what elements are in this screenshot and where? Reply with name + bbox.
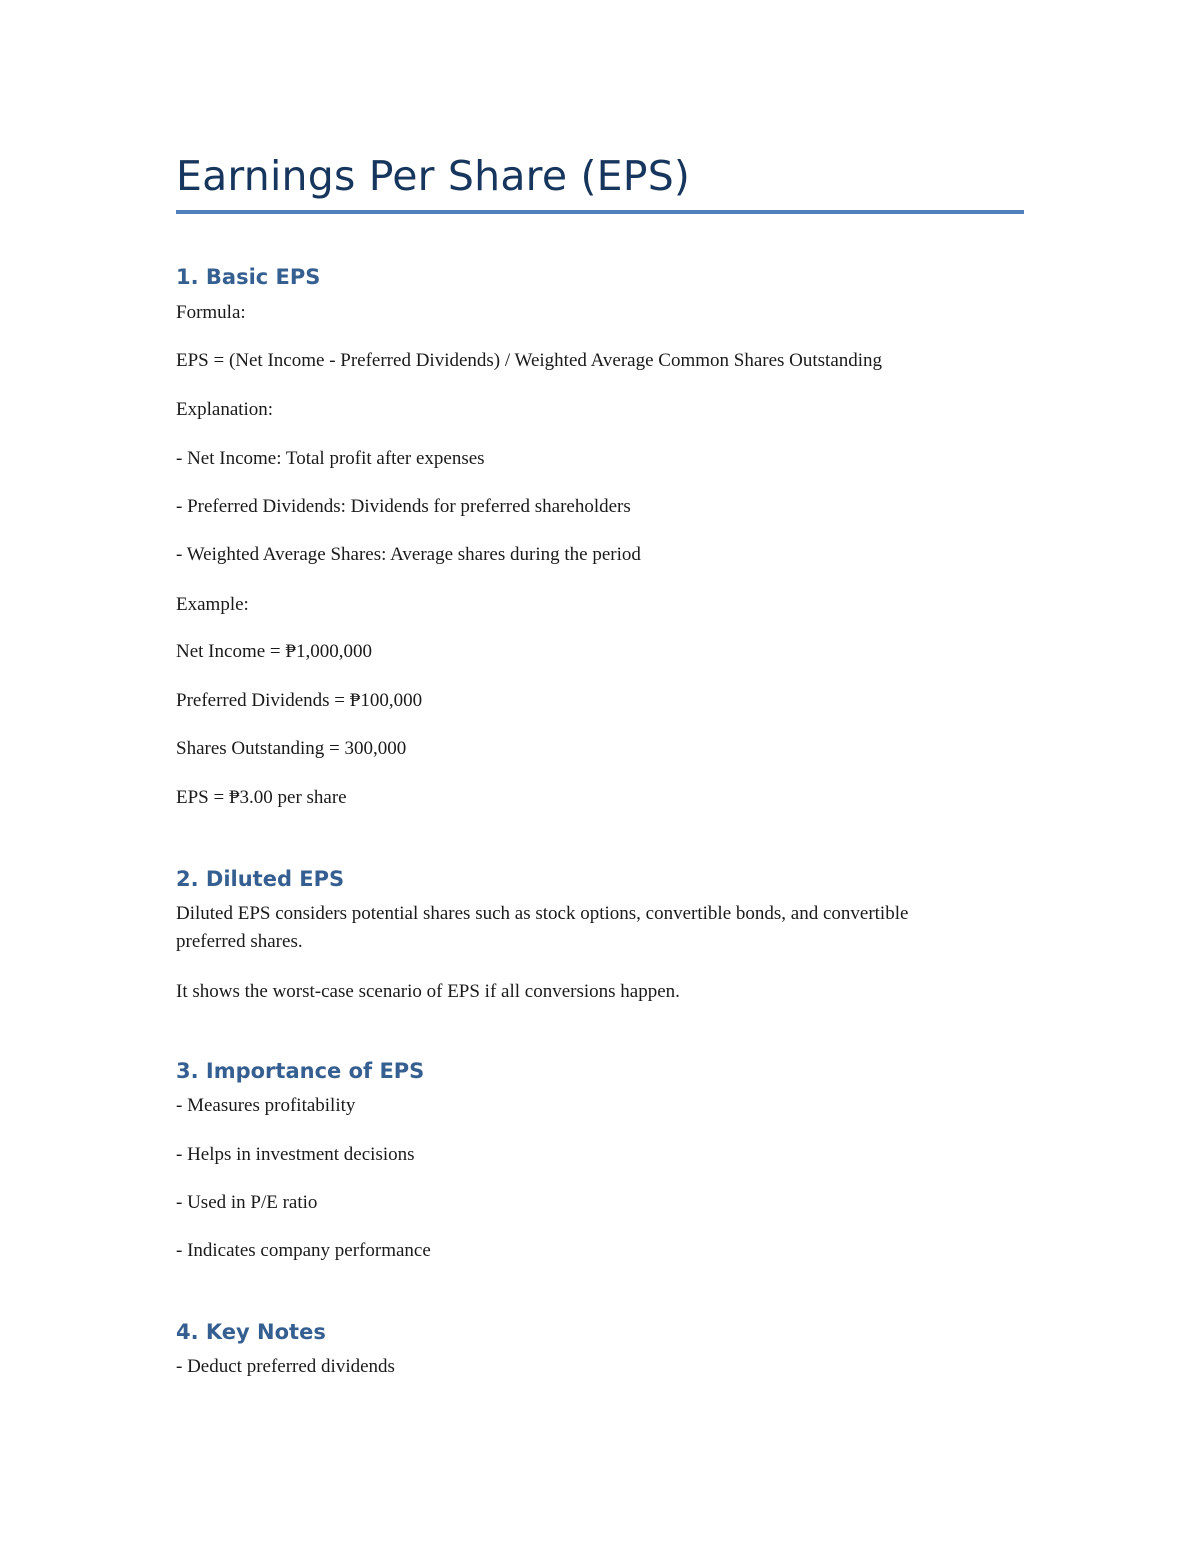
explanation-item: - Weighted Average Shares: Average shares during the period	[176, 544, 641, 565]
diluted-paragraph: It shows the worst-case scenario of EPS if all conversions happen.	[176, 981, 680, 1002]
formula-text: EPS = (Net Income - Preferred Dividends) / Weighted Average Common Shares Outstanding	[176, 350, 883, 371]
example-line: Preferred Dividends = ₱100,000	[176, 690, 423, 711]
example-label: Example:	[176, 594, 249, 615]
section-heading-diluted-eps: 2. Diluted EPS	[176, 867, 345, 891]
explanation-item: - Net Income: Total profit after expenses	[176, 448, 485, 469]
section-heading-importance: 3. Importance of EPS	[176, 1059, 425, 1083]
importance-item: - Used in P/E ratio	[176, 1192, 318, 1213]
importance-item: - Indicates company performance	[176, 1240, 431, 1261]
section-heading-basic-eps: 1. Basic EPS	[176, 265, 321, 289]
example-line: EPS = ₱3.00 per share	[176, 787, 347, 808]
title-underline	[176, 210, 1024, 214]
key-note-item: - Deduct preferred dividends	[176, 1356, 395, 1377]
importance-item: - Measures profitability	[176, 1095, 356, 1116]
importance-item: - Helps in investment decisions	[176, 1144, 415, 1165]
section-heading-key-notes: 4. Key Notes	[176, 1320, 326, 1344]
explanation-label: Explanation:	[176, 399, 274, 420]
explanation-item: - Preferred Dividends: Dividends for preferred shareholders	[176, 496, 631, 517]
formula-label: Formula:	[176, 302, 246, 323]
example-line: Shares Outstanding = 300,000	[176, 738, 407, 759]
document-title: Earnings Per Share (EPS)	[176, 152, 691, 200]
diluted-paragraph: Diluted EPS considers potential shares such as stock options, convertible bonds, and convertible preferred shares.	[176, 903, 909, 952]
example-line: Net Income = ₱1,000,000	[176, 641, 372, 662]
